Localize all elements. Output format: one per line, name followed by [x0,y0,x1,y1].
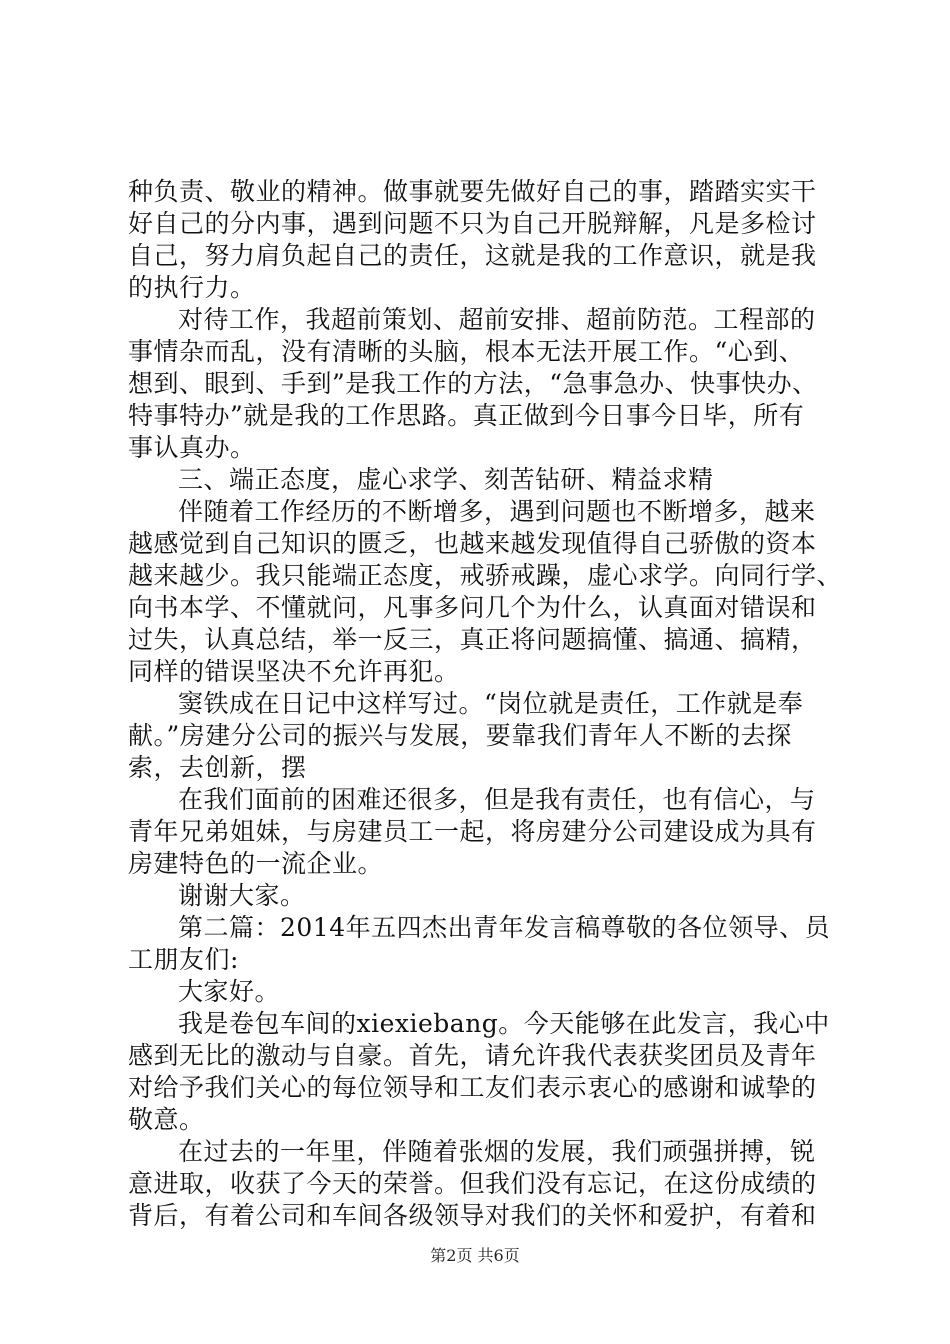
text-line: 自己，努力肩负起自己的责任，这就是我的工作意识，就是我 [128,241,817,270]
text-line: 想到、眼到、手到”是我工作的方法，“急事急办、快事快办、 [128,369,818,398]
text-line: 在我们面前的困难还很多，但是我有责任，也有信心，与 [178,785,816,814]
text-line: 工朋友们: [128,945,239,974]
text-line: 伴随着工作经历的不断增多，遇到问题也不断增多，越来 [178,497,816,526]
text-line: 房建特色的一流企业。 [128,849,384,878]
text-line: 特事特办”就是我的工作思路。真正做到今日事今日毕，所有 [128,401,805,430]
text-line: 敬意。 [128,1105,205,1134]
text-line: 对给予我们关心的每位领导和工友们表示衷心的感谢和诚挚的 [128,1073,817,1102]
text-line: 好自己的分内事，遇到问题不只为自己开脱辩解，凡是多检讨 [128,209,817,238]
text-line: 意进取，收获了今天的荣誉。但我们没有忘记，在这份成绩的 [128,1169,817,1198]
text-line: 窦铁成在日记中这样写过。“岗位就是责任，工作就是奉 [178,689,804,718]
text-line: 越感觉到自己知识的匮乏，也越来越发现值得自己骄傲的资本 [128,529,817,558]
text-line: 种负责、敬业的精神。做事就要先做好自己的事，踏踏实实干 [128,177,817,206]
text-line: 事认真办。 [128,433,256,462]
text-line: 事情杂而乱，没有清晰的头脑，根本无法开展工作。“心到、 [128,337,805,366]
text-line: 同样的错误坚决不允许再犯。 [128,657,460,686]
section-heading: 第二篇：2014年五四杰出青年发言稿尊敬的各位领导、员 [178,913,831,942]
text-line: 背后，有着公司和车间各级领导对我们的关怀和爱护，有着和 [128,1201,817,1230]
section-heading: 三、端正态度，虚心求学、刻苦钻研、精益求精 [178,465,714,494]
text-line: 越来越少。我只能端正态度，戒骄戒躁，虚心求学。向同行学、 [128,561,843,590]
text-line: 大家好。 [178,977,281,1006]
text-line: 对待工作，我超前策划、超前安排、超前防范。工程部的 [178,305,816,334]
text-line: 青年兄弟姐妹，与房建员工一起，将房建分公司建设成为具有 [128,817,817,846]
text-line: 的执行力。 [128,273,256,302]
text-line: 索，去创新，摆 [128,753,307,782]
text-line: 我是卷包车间的xiexiebang。今天能够在此发言，我心中 [178,1009,830,1038]
text-line: 感到无比的激动与自豪。首先，请允许我代表获奖团员及青年 [128,1041,817,1070]
text-line: 谢谢大家。 [178,881,306,910]
text-line: 在过去的一年里，伴随着张烟的发展，我们顽强拼搏，锐 [178,1137,816,1166]
text-line: 过失，认真总结，举一反三，真正将问题搞懂、搞通、搞精， [128,625,817,654]
text-line: 向书本学、不懂就问，凡事多问几个为什么，认真面对错误和 [128,593,817,622]
text-line: 献。”房建分公司的振兴与发展，要靠我们青年人不断的去探 [128,721,792,750]
page-number: 第2页 共6页 [430,1246,520,1265]
